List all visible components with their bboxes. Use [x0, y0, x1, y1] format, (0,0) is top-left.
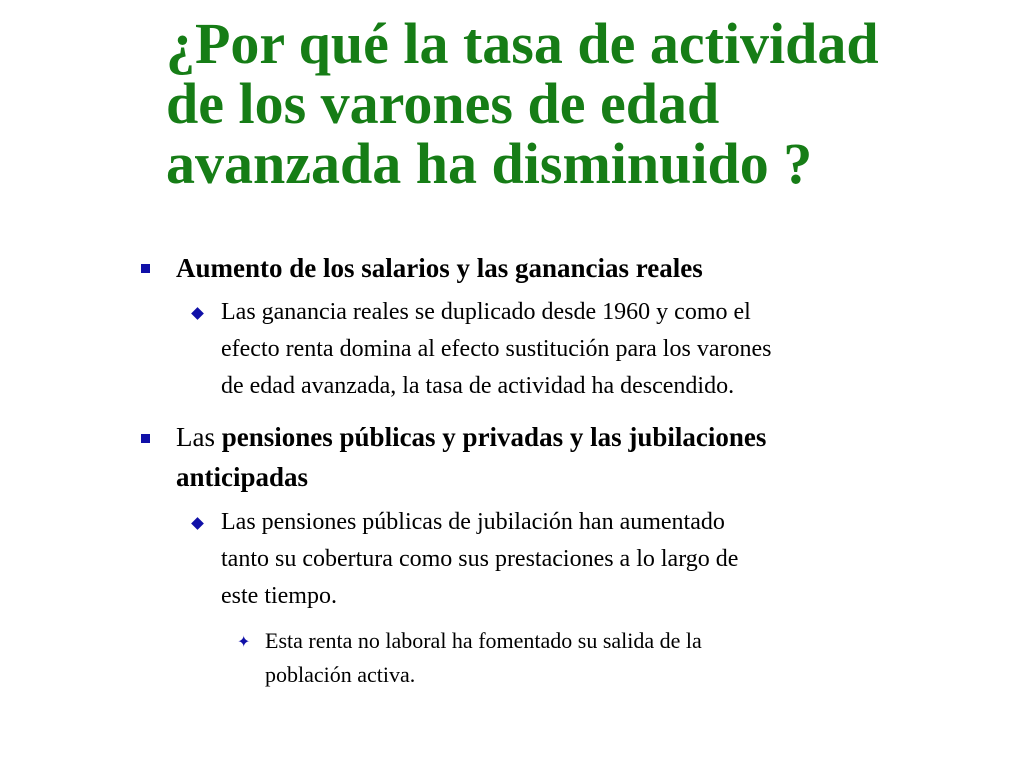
four-point-star-bullet-icon: ✦ — [237, 632, 251, 651]
sub-bullet-line: Las ganancia reales se duplicado desde 1960 y como el — [221, 299, 751, 325]
square-bullet-icon — [141, 434, 150, 443]
bullet-text: Aumento de los salarios y las ganancias reales — [176, 253, 703, 283]
sub-sub-bullet-renta — [265, 624, 702, 692]
sub-bullet-line: tanto su cobertura como sus prestaciones a lo largo de — [221, 546, 739, 572]
sub-bullet-line: efecto renta domina al efecto sustitución para los varones — [221, 336, 772, 362]
sub-bullet-ganancias — [221, 294, 771, 405]
square-bullet-icon — [141, 264, 150, 273]
sub-bullet-line: Las pensiones públicas de jubilación han aumentado — [221, 509, 725, 535]
diamond-bullet-icon — [191, 307, 204, 320]
bullet-item-salarios — [176, 248, 703, 288]
bullet-prefix: Las — [176, 422, 222, 452]
slide-title-line: de los varones de edad — [166, 71, 720, 136]
bullet-bold-text: pensiones públicas y privadas y las jubilaciones — [221, 422, 767, 452]
bullet-bold-text: anticipadas — [176, 462, 309, 492]
sub-sub-bullet-line: Esta renta no laboral ha fomentado su salida de la — [265, 628, 702, 653]
sub-bullet-pensiones-publicas — [221, 504, 738, 615]
slide-title-line: avanzada ha disminuido ? — [166, 131, 813, 196]
sub-bullet-line: de edad avanzada, la tasa de actividad ha descendido. — [221, 373, 735, 399]
sub-bullet-line: este tiempo. — [221, 583, 337, 609]
bullet-item-pensiones — [176, 417, 766, 497]
bullet-text-line — [176, 417, 766, 457]
slide-title-line: ¿Por qué la tasa de actividad — [166, 11, 879, 76]
diamond-bullet-icon — [191, 517, 204, 530]
sub-sub-bullet-line: población activa. — [265, 662, 416, 687]
